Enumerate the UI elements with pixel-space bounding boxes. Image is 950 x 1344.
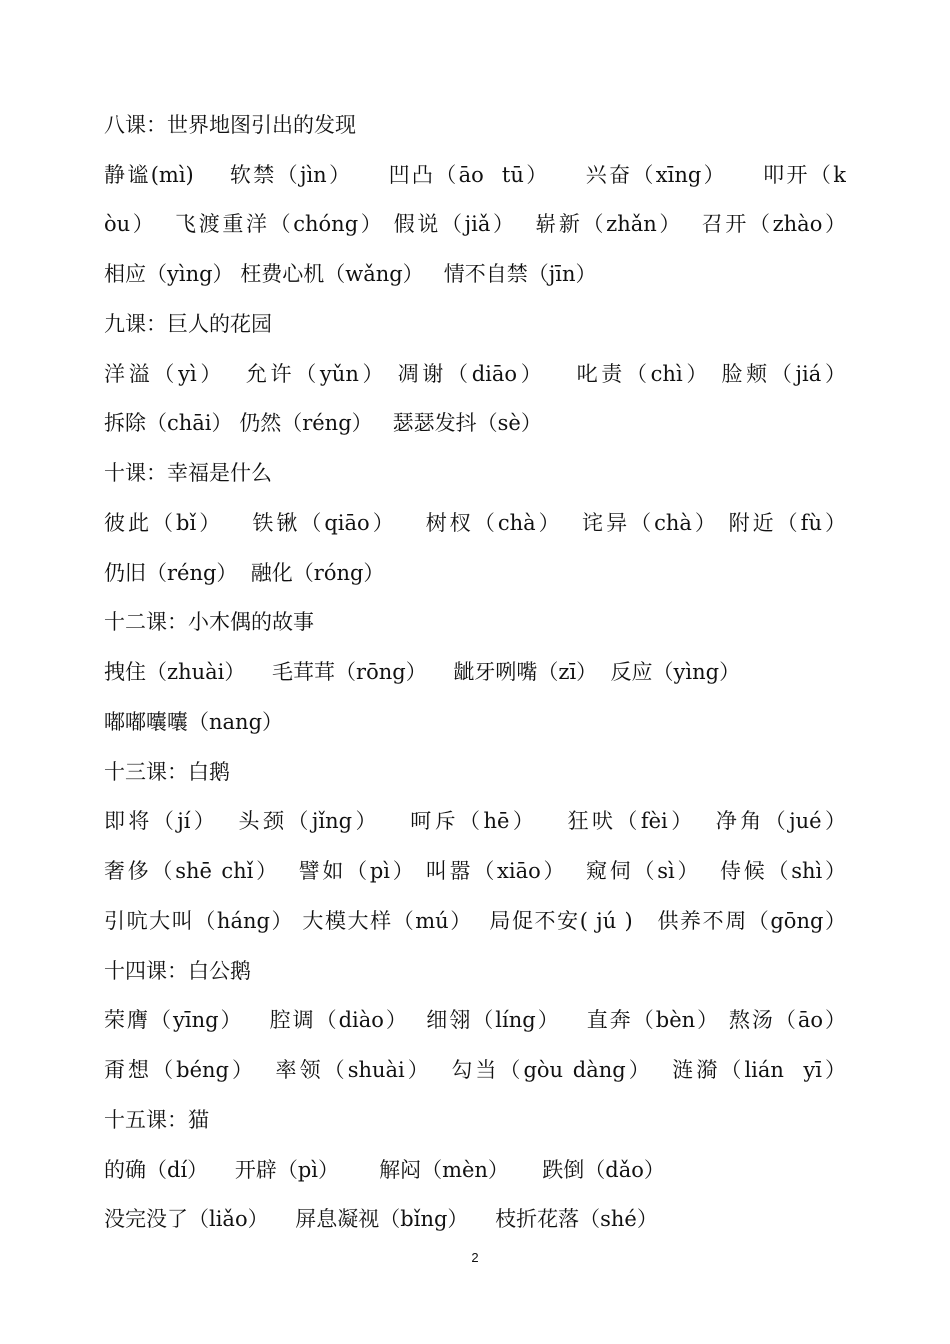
lesson-14-vocab-line: 荣膺（yīng） 腔调（diào） 细翎（líng） 直奔（bèn） 熬汤（āo） xyxy=(104,1008,846,1032)
lesson-8-vocab-line: òu） 飞渡重洋（chóng） 假说（jiǎ） 崭新（zhǎn） 召开（zhào） xyxy=(104,212,846,236)
lesson-15-vocab-line: 的确（dí） 开辟（pì） 解闷（mèn） 跌倒（dǎo） xyxy=(104,1158,665,1182)
page-number: 2 xyxy=(471,1250,479,1265)
lesson-10-vocab-line: 彼此（bǐ） 铁锹（qiāo） 树杈（chà） 诧异（chà） 附近（fù） xyxy=(104,511,846,535)
lesson-15-vocab-line: 没完没了（liǎo） 屏息凝视（bǐng） 枝折花落（shé） xyxy=(104,1207,658,1231)
lesson-10-vocab-line: 仍旧（réng） 融化（róng） xyxy=(104,561,385,585)
lesson-13-vocab-line: 奢侈（shē chǐ） 譬如（pì） 叫嚣（xiāo） 窥伺（sì） 侍候（shì） xyxy=(104,859,846,883)
lesson-12-vocab-line: 嘟嘟囔囔（nang） xyxy=(104,710,284,734)
lesson-8-vocab-line: 静谧(mì) 软禁（jìn） 凹凸（āo tū） 兴奋（xīng） 叩开（k xyxy=(104,163,846,187)
lesson-9-heading: 九课：巨人的花园 xyxy=(104,312,272,336)
lesson-12-heading: 十二课：小木偶的故事 xyxy=(104,610,314,634)
lesson-8-vocab-line: 相应（yìng） 枉费心机（wǎng） 情不自禁（jīn） xyxy=(104,262,597,286)
lesson-13-vocab-line: 引吭大叫（háng） 大模大样（mú） 局促不安( jú ) 供养不周（gōng） xyxy=(104,909,846,933)
lesson-9-vocab-line: 拆除（chāi） 仍然（réng） 瑟瑟发抖（sè） xyxy=(104,411,542,435)
lesson-8-heading: 八课：世界地图引出的发现 xyxy=(104,113,356,137)
lesson-14-vocab-line: 甭想（béng） 率领（shuài） 勾当（gòu dàng） 涟漪（lián yī） xyxy=(104,1058,846,1082)
lesson-10-heading: 十课：幸福是什么 xyxy=(104,461,272,485)
lesson-14-heading: 十四课：白公鹅 xyxy=(104,959,251,983)
lesson-15-heading: 十五课：猫 xyxy=(104,1108,209,1132)
lesson-13-heading: 十三课：白鹅 xyxy=(104,760,230,784)
lesson-9-vocab-line: 洋溢（yì） 允许（yǔn） 凋谢（diāo） 叱责（chì） 脸颊（jiá） xyxy=(104,362,846,386)
lesson-12-vocab-line: 拽住（zhuài） 毛茸茸（rōng） 龇牙咧嘴（zī） 反应（yìng） xyxy=(104,660,741,684)
lesson-13-vocab-line: 即将（jí） 头颈（jǐng） 呵斥（hē） 狂吠（fèi） 净角（jué） xyxy=(104,809,846,833)
